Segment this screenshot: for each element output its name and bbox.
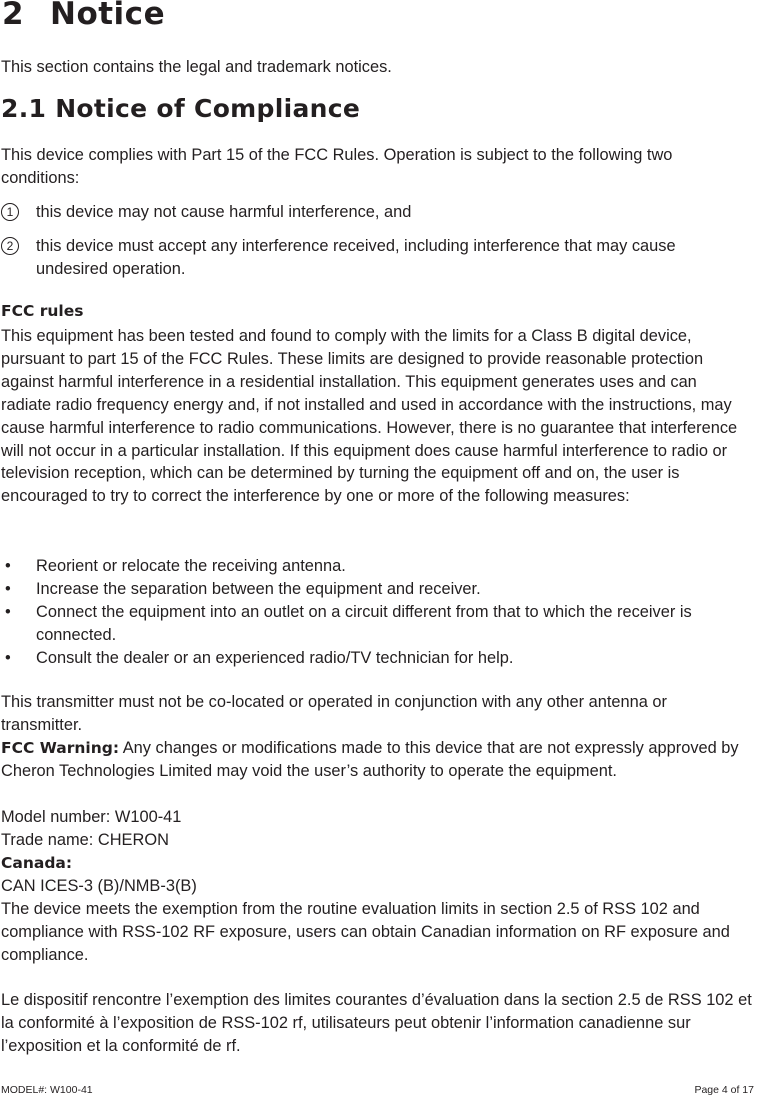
fcc-rules-body: This equipment has been tested and found to comply with the limits for a Class B digital device, pursuant to part 15 of the FCC Rules. These limits are designed to provide reasonable protection against harmful interference in a residential installation. This equipment generates uses and can radiate radio frequency energy and, if not installed and used in accordance with the instructions, may cause harmful interference to radio communications. However, there is no guarantee that interference will not occur in a particular installation. If this equipment does cause harmful interference to radio or television reception, which can be determined by turning the equipment off and on, the user is encouraged to try to correct the interference by one or more of the following measures: xyxy=(1,327,738,506)
list-item xyxy=(1,555,741,578)
section-title: Notice xyxy=(50,0,166,32)
transmitter-text: This transmitter must not be co-located or operated in conjunction with any other antenna or transmitter. xyxy=(1,693,668,734)
condition-number-marker: 1 xyxy=(1,203,19,221)
measures-list xyxy=(1,555,741,670)
fcc-warning xyxy=(1,737,751,783)
section-intro: This section contains the legal and trademark notices. xyxy=(1,58,392,76)
footer-model: MODEL#: W100-41 xyxy=(1,1084,93,1096)
measure-text: Increase the separation between the equipment and receiver. xyxy=(36,579,481,598)
condition-text: this device may not cause harmful interference, and xyxy=(36,203,412,221)
canada-exemption-english: The device meets the exemption from the routine evaluation limits in section 2.5 of RSS 102 and compliance with RSS-102 RF exposure, users can obtain Canadian information on RF exposure and compliance. xyxy=(1,900,730,964)
section-heading xyxy=(2,0,165,32)
canada-ices: CAN ICES-3 (B)/NMB-3(B) xyxy=(1,877,197,895)
canada-heading xyxy=(1,852,72,875)
condition-text: this device must accept any interference received, including interference that may cause undesired operation. xyxy=(36,237,676,278)
fcc-rules-heading: FCC rules xyxy=(1,302,84,320)
condition-number-marker: 2 xyxy=(1,237,19,255)
model-number: Model number: W100-41 xyxy=(1,808,182,826)
bullet-icon: • xyxy=(5,579,11,598)
subsection-heading: 2.1 Notice of Compliance xyxy=(1,94,361,123)
list-item xyxy=(1,578,741,601)
section-number: 2 xyxy=(2,0,25,32)
canada-exemption-french: Le dispositif rencontre l’exemption des limites courantes d’évaluation dans la section 2.5 de RSS 102 et la conformité à l’exposition de RSS-102 rf, utilisateurs peut obtenir l’information canadienne sur l’exposition et la conformité de rf. xyxy=(1,991,752,1055)
list-item xyxy=(1,647,741,670)
bullet-icon: • xyxy=(5,557,11,575)
bullet-icon: • xyxy=(5,602,11,621)
fcc-warning-text: Any changes or modifications made to this device that are not expressly approved by Cheron Technologies Limited may void the user’s authority to operate the equipment. xyxy=(1,739,739,780)
canada-label: Canada: xyxy=(1,854,73,872)
measure-text: Connect the equipment into an outlet on a circuit different from that to which the receiver is connected. xyxy=(36,602,692,644)
compliance-text: This device complies with Part 15 of the FCC Rules. Operation is subject to the following two conditions: xyxy=(1,146,673,187)
measure-text: Consult the dealer or an experienced radio/TV technician for help. xyxy=(36,648,514,667)
trade-name: Trade name: CHERON xyxy=(1,831,169,849)
bullet-icon: • xyxy=(5,648,11,667)
measure-text: Reorient or relocate the receiving antenna. xyxy=(36,557,346,575)
footer-page-number: Page 4 of 17 xyxy=(694,1084,754,1096)
list-item xyxy=(1,601,741,647)
fcc-warning-label: FCC Warning: xyxy=(1,739,120,757)
